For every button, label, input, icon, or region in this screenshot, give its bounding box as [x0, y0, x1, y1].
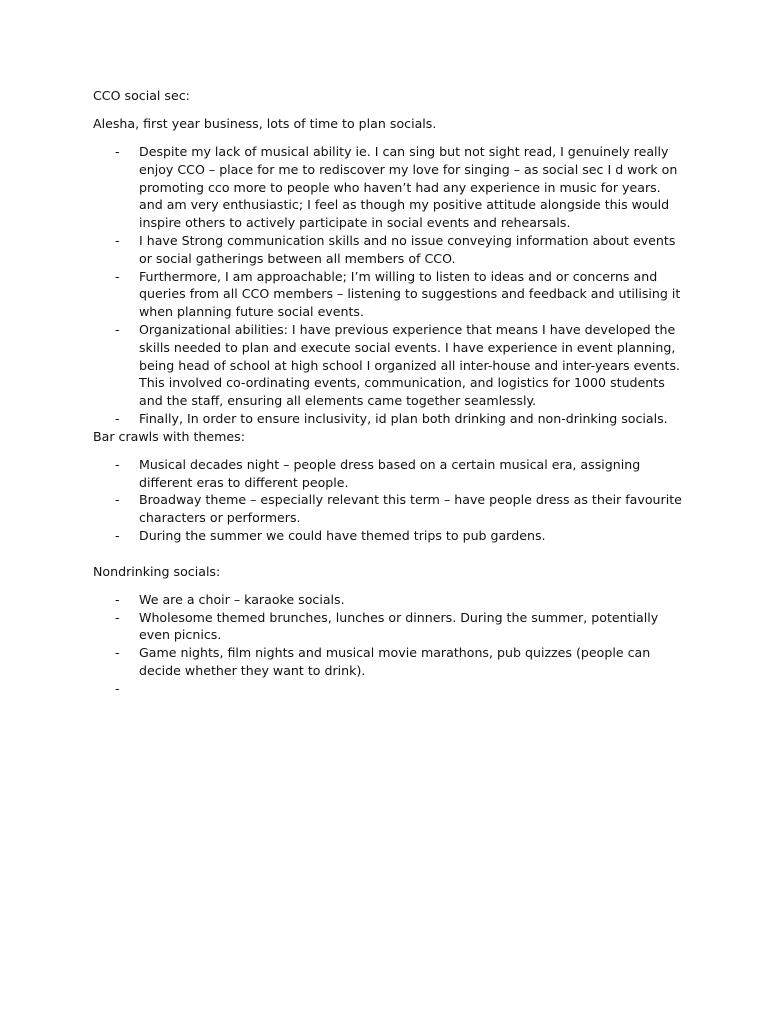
bullet-dash: -	[115, 680, 120, 696]
list-item-text: Finally, In order to ensure inclusivity, id plan both drinking and non-drinking socials.	[139, 410, 668, 426]
list-item	[93, 410, 683, 428]
list-item	[93, 527, 683, 545]
qualities-list	[93, 143, 683, 428]
list-item-text: Wholesome themed brunches, lunches or dinners. During the summer, potentially even picnics.	[139, 609, 659, 643]
list-item-text	[139, 681, 143, 696]
bullet-dash: -	[115, 645, 120, 661]
document-page	[93, 87, 683, 698]
bar-crawls-list	[93, 456, 683, 545]
list-item-text: Musical decades night – people dress based on a certain musical era, assigning different eras to different people.	[139, 456, 641, 490]
list-item	[93, 143, 683, 232]
bullet-dash: -	[115, 609, 120, 625]
bullet-dash: -	[115, 527, 120, 543]
list-item-text: During the summer we could have themed trips to pub gardens.	[139, 527, 546, 543]
list-item	[93, 456, 683, 492]
bullet-dash: -	[115, 492, 120, 508]
nondrinking-list	[93, 591, 683, 698]
list-item	[93, 644, 683, 680]
paragraph-spacer	[93, 545, 683, 563]
list-item-text: Broadway theme – especially relevant this term – have people dress as their favourite characters or performers.	[139, 492, 682, 526]
list-item	[93, 591, 683, 609]
nondrinking-heading: Nondrinking socials:	[93, 563, 221, 579]
list-item-text: Despite my lack of musical ability ie. I can sing but not sight read, I genuinely really enjoy CCO – place for me to rediscover my love for singing – as social sec I d work on promoting cco more to people who haven’t had any experience in music for years. and am very enthusiastic; I feel as though my positive attitude alongside this would inspire others to actively participate in social events and rehearsals.	[139, 144, 678, 231]
list-item	[93, 268, 683, 321]
list-item	[93, 680, 683, 698]
bullet-dash: -	[115, 456, 120, 472]
document-title: CCO social sec:	[93, 88, 190, 103]
bullet-dash: -	[115, 321, 120, 337]
list-item-text: We are a choir – karaoke socials.	[139, 591, 345, 607]
bullet-dash: -	[115, 268, 120, 284]
list-item	[93, 321, 683, 410]
list-item-text: Organizational abilities: I have previous experience that means I have developed the skills needed to plan and execute social events. I have experience in event planning, being head of school at high school I organized all inter-house and inter-years events. This involved co-ordinating events, communication, and logistics for 1000 students and the staff, ensuring all elements came together seamlessly.	[139, 321, 681, 409]
bullet-dash: -	[115, 410, 120, 426]
intro-line: Alesha, first year business, lots of time to plan socials.	[93, 116, 437, 131]
list-item-text: I have Strong communication skills and no issue conveying information about events or social gatherings between all members of CCO.	[139, 232, 676, 266]
bullet-dash: -	[115, 591, 120, 607]
list-item	[93, 609, 683, 645]
list-item-text: Game nights, film nights and musical movie marathons, pub quizzes (people can decide whether they want to drink).	[139, 645, 651, 678]
bullet-dash: -	[115, 144, 120, 159]
bullet-dash: -	[115, 232, 120, 248]
list-item	[93, 491, 683, 527]
list-item-text: Furthermore, I am approachable; I’m willing to listen to ideas and or concerns and queries from all CCO members – listening to suggestions and feedback and utilising it when planning future social events.	[139, 268, 681, 320]
bar-crawls-heading: Bar crawls with themes:	[93, 428, 245, 444]
list-item	[93, 232, 683, 268]
